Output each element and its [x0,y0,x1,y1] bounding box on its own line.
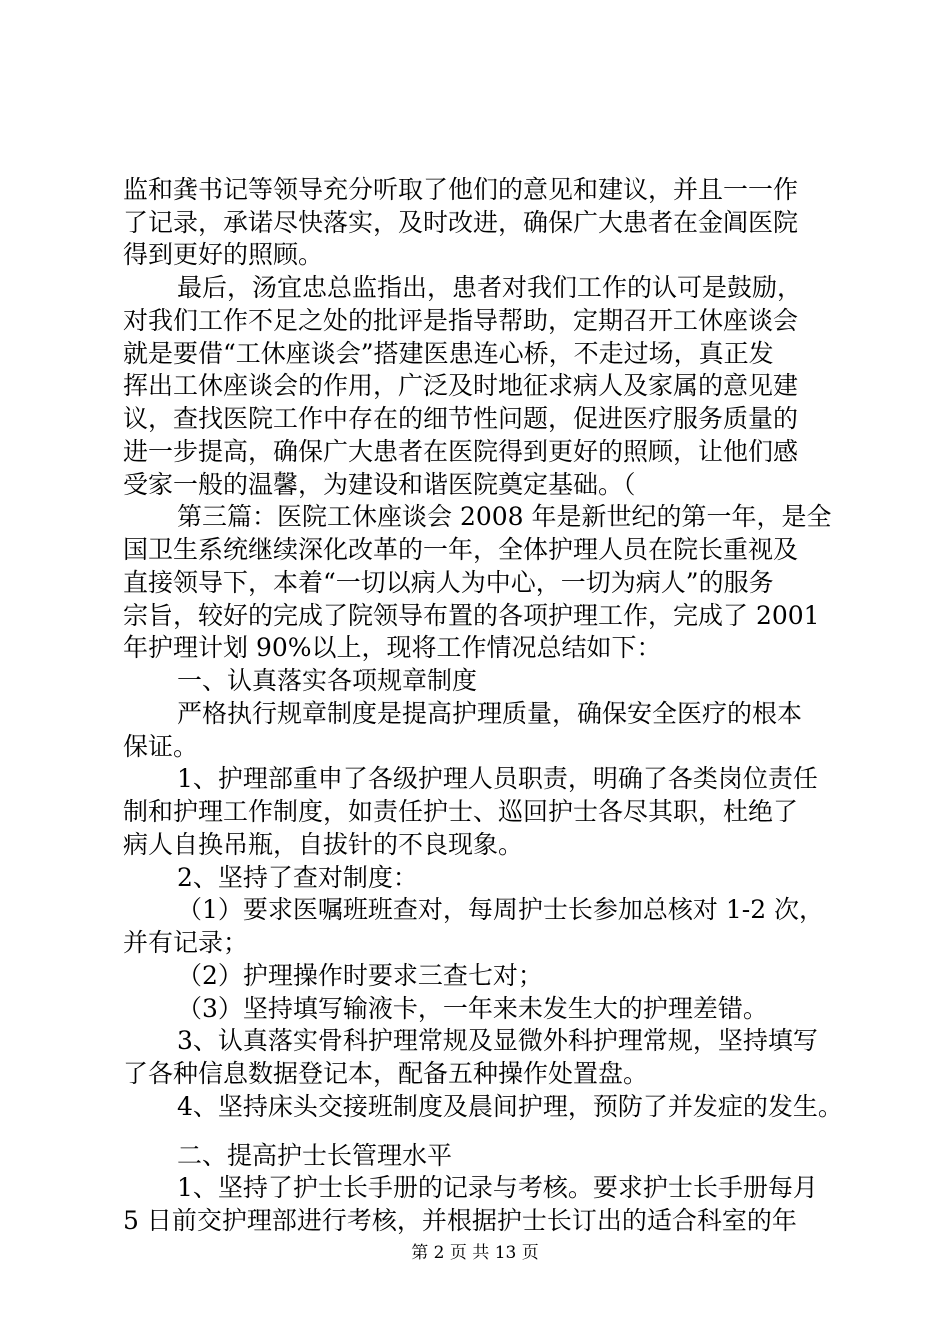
text-line: 1、护理部重申了各级护理人员职责，明确了各类岗位责任 [177,764,818,793]
text-line: 就是要借“工休座谈会”搭建医患连心桥，不走过场，真正发 [123,339,774,368]
text-line: 受家一般的温馨，为建设和谐医院奠定基础。（ [123,470,636,499]
text-line: 议，查找医院工作中存在的细节性问题，促进医疗服务质量的 [123,404,799,433]
text-line: 直接领导下，本着“一切以病人为中心，一切为病人”的服务 [123,568,774,597]
text-line: 病人自换吊瓶，自拔针的不良现象。 [123,830,524,859]
text-line: （3）坚持填写输液卡，一年来未发生大的护理差错。 [177,994,768,1023]
text-line: 并有记录； [123,928,249,957]
text-line: 宗旨，较好的完成了院领导布置的各项护理工作，完成了 2001 [123,601,820,630]
text-line: （2）护理操作时要求三查七对； [177,961,543,990]
text-line: 4、坚持床头交接班制度及晨间护理，预防了并发症的发生。 [177,1092,843,1121]
text-line: 严格执行规章制度是提高护理质量，确保安全医疗的根本 [177,699,803,728]
page-footer [0,1242,950,1264]
text-line: （1）要求医嘱班班查对，每周护士长参加总核对 1-2 次， [177,895,825,924]
text-line: 2、坚持了查对制度： [177,863,418,892]
text-line: 了记录，承诺尽快落实，及时改进，确保广大患者在金阊医院 [123,208,799,237]
text-line: 第三篇：医院工休座谈会 2008 年是新世纪的第一年，是全 [177,502,832,531]
text-line: 年护理计划 90%以上，现将工作情况总结如下： [123,633,662,662]
page-indicator: 第 2 页 共 13 页 [411,1243,539,1263]
text-line: 制和护理工作制度，如责任护士、巡回护士各尽其职，杜绝了 [123,797,799,826]
text-line: 了各种信息数据登记本，配备五种操作处置盘。 [123,1059,649,1088]
text-line: 进一步提高，确保广大患者在医院得到更好的照顾，让他们感 [123,437,799,466]
text-line: 挥出工休座谈会的作用，广泛及时地征求病人及家属的意见建 [123,371,799,400]
section-heading: 二、提高护士长管理水平 [177,1141,453,1170]
text-line: 对我们工作不足之处的批评是指导帮助，定期召开工休座谈会 [123,306,799,335]
text-line: 最后，汤宜忠总监指出，患者对我们工作的认可是鼓励， [177,273,803,302]
text-line: 1、坚持了护士长手册的记录与考核。要求护士长手册每月 [177,1173,818,1202]
section-heading: 一、认真落实各项规章制度 [177,666,478,695]
text-line: 得到更好的照顾。 [123,240,324,269]
text-line: 5 日前交护理部进行考核，并根据护士长订出的适合科室的年 [123,1206,797,1235]
text-line: 3、认真落实骨科护理常规及显微外科护理常规，坚持填写 [177,1026,818,1055]
text-line: 国卫生系统继续深化改革的一年，全体护理人员在院长重视及 [123,535,799,564]
text-line: 保证。 [123,732,199,761]
text-line: 监和龚书记等领导充分听取了他们的意见和建议，并且一一作 [123,175,799,204]
